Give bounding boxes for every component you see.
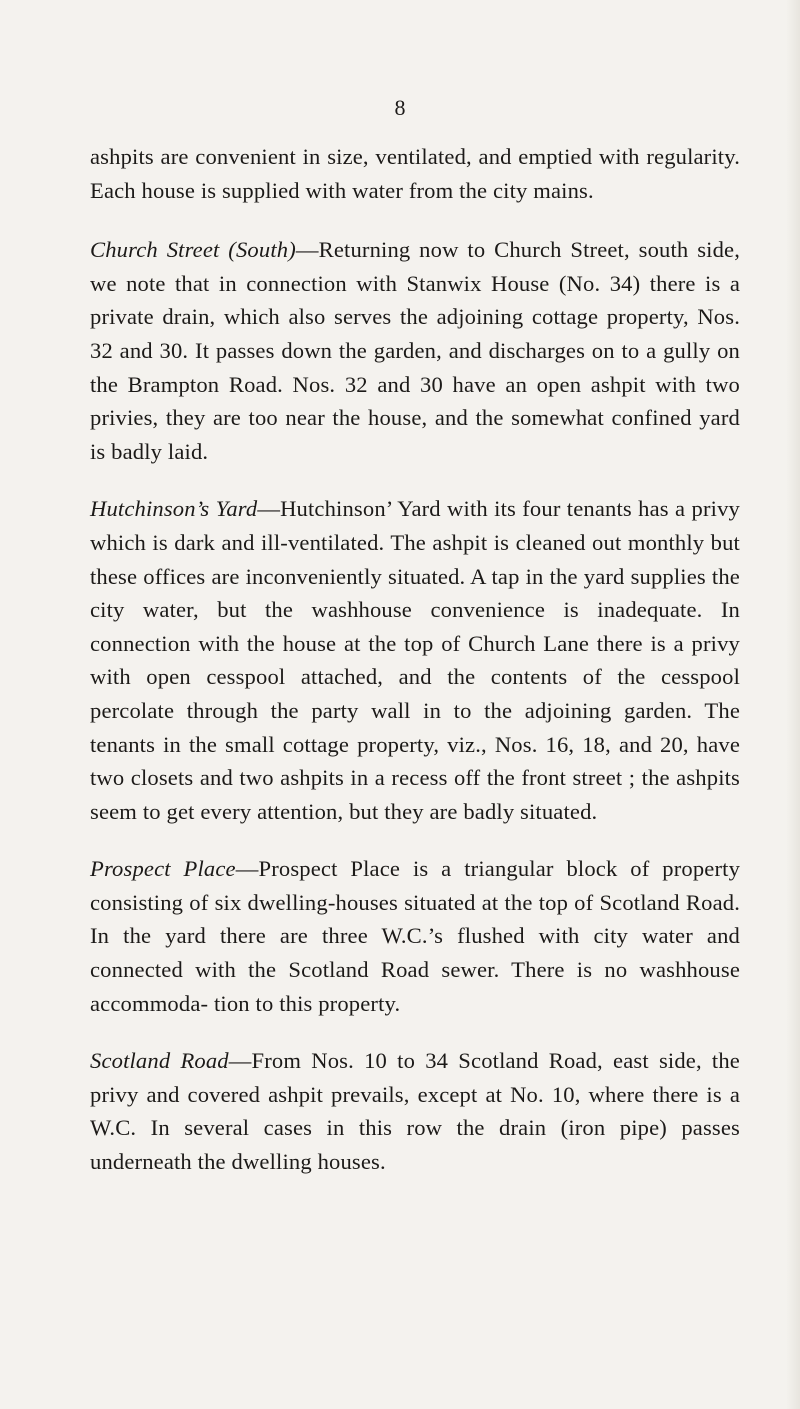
paragraph-prospect-place xyxy=(90,852,740,1020)
page-number: 8 xyxy=(394,95,406,120)
body-text xyxy=(90,140,740,1203)
page-edge-shadow xyxy=(786,0,800,1409)
paragraph-hutchinsons-yard xyxy=(90,492,740,828)
paragraph-text: —Returning now to Church Street, south side, we note that in connection with Stanwix House (No. 34) there is a private drain, which also serves the adjoining cottage property, Nos. 32 and 30. It passes down the garden, and discharges on to a gully on the Brampton Road. Nos. 32 and 30 have an open ashpit with two privies, they are too near the house, and the somewhat confined yard is badly laid. xyxy=(90,237,740,464)
section-heading: Prospect Place xyxy=(90,856,236,882)
paragraph-text: —Hutchinson’ Yard with its four tenants has a privy which is dark and ill-ventilated. The ashpit is cleaned out monthly but these offices are inconveniently situated. A tap in the yard supplies the city water, but the washhouse convenience is inadequate. In connection with the house at the top of Church Lane there is a privy with open cesspool attached, and the contents of the cesspool percolate through the party wall in to the adjoining garden. The tenants in the small cottage property, viz., Nos. 16, 18, and 20, have two closets and two ashpits in a recess off the front street ; the ashpits seem to get every attention, but they are badly situated. xyxy=(90,496,740,824)
section-heading: Hutchinson’s Yard xyxy=(90,496,258,522)
paragraph-text: —From Nos. 10 to 34 Scotland Road, east side, the privy and covered ashpit prevails, except at No. 10, where there is a W.C. In several cases in this row the drain (iron pipe) passes underneath the dwelling houses. xyxy=(90,1048,740,1175)
paragraph-text: ashpits are convenient in size, ventilated, and emptied with regularity. Each house is supplied with water from the city mains. xyxy=(90,144,740,203)
section-heading: Scotland Road xyxy=(90,1048,229,1074)
paragraph-text: —Prospect Place is a triangular block of property consisting of six dwelling-houses situated at the top of Scotland Road. In the yard there are three W.C.’s flushed with city water and connected with the Scotland Road sewer. There is no washhouse accommoda- tion to this property. xyxy=(90,856,741,1016)
paragraph-church-street xyxy=(90,233,740,468)
section-heading: Church Street (South) xyxy=(90,237,296,263)
paragraph-continuation xyxy=(90,140,740,207)
paragraph-scotland-road xyxy=(90,1044,740,1178)
